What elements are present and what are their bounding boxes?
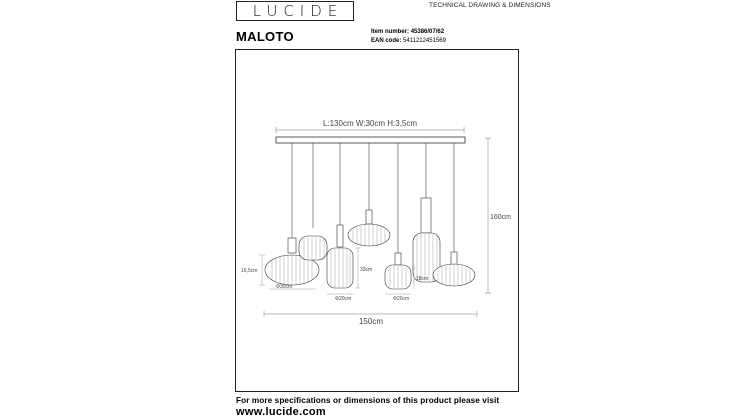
canopy-dimension-label: L:130cm W:30cm H:3,5cm	[322, 119, 418, 128]
diameter-center: Φ20cm	[335, 296, 352, 302]
pendant-lamp-5	[385, 253, 411, 289]
lucide-logo	[236, 1, 354, 21]
website-link[interactable]: www.lucide.com	[236, 406, 326, 418]
shade-height-center: 33cm	[360, 267, 373, 273]
diameter-left: Φ30cm	[276, 284, 293, 290]
item-number-row	[371, 28, 446, 37]
total-width-label: 150cm	[358, 317, 384, 326]
ean-row	[371, 37, 446, 46]
logo-text: LUCIDE	[252, 2, 344, 20]
canopy-bar	[276, 137, 465, 143]
pendant-lamp-4	[348, 210, 390, 246]
document-type: TECHNICAL DRAWING & DIMENSIONS	[429, 2, 551, 9]
ean-value: 5411212451569	[403, 37, 446, 44]
total-height-label: 160cm	[490, 214, 512, 221]
shade-height-left: 16,5cm	[241, 268, 258, 274]
drawing-frame	[235, 49, 519, 392]
technical-drawing	[236, 50, 520, 393]
ean-label: EAN code:	[371, 37, 402, 44]
diameter-right: Φ20cm	[393, 296, 410, 302]
product-meta	[371, 28, 446, 45]
pendant-lamp-2	[299, 236, 327, 260]
item-number-value: 45386/07/62	[410, 29, 445, 35]
shade-height-right: 18cm	[416, 276, 429, 282]
footer-note: For more specifications or dimensions of this product please visit	[236, 396, 500, 405]
item-number-label: Item number:	[371, 29, 410, 35]
product-name: MALOTO	[236, 29, 294, 44]
